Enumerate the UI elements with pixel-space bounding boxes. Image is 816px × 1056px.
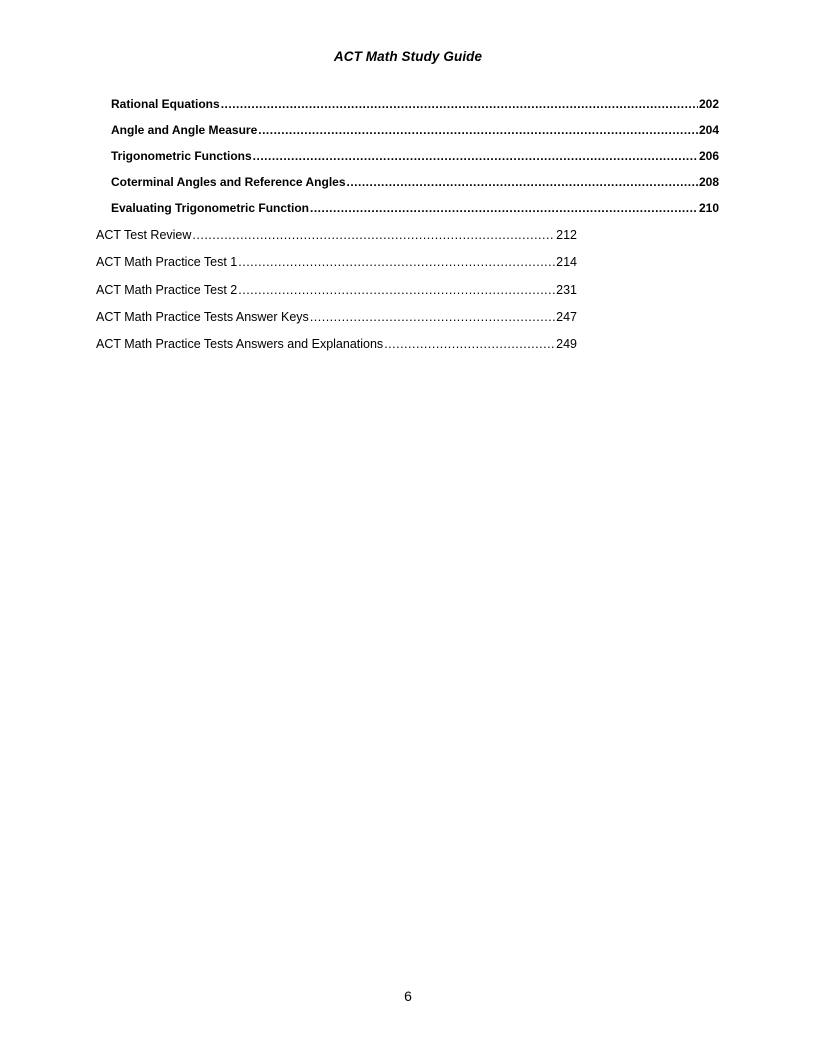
toc-label: ACT Math Practice Tests Answers and Explanations	[96, 337, 384, 351]
toc-subentry-rational-equations[interactable]	[111, 95, 719, 113]
dot-leader	[310, 308, 555, 326]
dot-leader	[384, 335, 555, 353]
toc-entry-answer-keys[interactable]	[96, 308, 577, 326]
toc-entry-answers-explanations[interactable]	[96, 335, 577, 353]
toc-label: ACT Test Review	[96, 228, 192, 242]
toc-page-number: 212	[556, 228, 577, 242]
toc-label: Trigonometric Functions	[111, 149, 252, 163]
toc-entry-act-test-review[interactable]	[96, 226, 577, 244]
toc-page-number: 208	[698, 175, 719, 189]
dot-leader	[221, 95, 698, 113]
toc-page-number: 214	[556, 255, 577, 269]
toc-label: ACT Math Practice Test 2	[96, 283, 238, 297]
toc-page-number: 206	[698, 149, 719, 163]
toc-label: Evaluating Trigonometric Function	[111, 201, 310, 215]
toc-entry-practice-test-2[interactable]	[96, 281, 577, 299]
dot-leader	[253, 147, 698, 165]
dot-leader	[258, 121, 698, 139]
toc-subentry-trig-functions[interactable]	[111, 147, 719, 165]
dot-leader	[192, 226, 555, 244]
toc-label: ACT Math Practice Tests Answer Keys	[96, 310, 309, 324]
toc-label: Angle and Angle Measure	[111, 123, 258, 137]
toc-label: ACT Math Practice Test 1	[96, 255, 238, 269]
toc-entry-practice-test-1[interactable]	[96, 253, 577, 271]
dot-leader	[238, 253, 555, 271]
toc-page-number: 249	[556, 337, 577, 351]
toc-page-number: 247	[556, 310, 577, 324]
toc-page-number: 202	[698, 97, 719, 111]
toc-label: Coterminal Angles and Reference Angles	[111, 175, 346, 189]
toc-subentry-coterminal-angles[interactable]	[111, 173, 719, 191]
toc-subentry-angle-measure[interactable]	[111, 121, 719, 139]
dot-leader	[310, 199, 698, 217]
toc-subentry-evaluating-trig[interactable]	[111, 199, 719, 217]
running-header: ACT Math Study Guide	[333, 49, 483, 64]
toc-page-number: 231	[556, 283, 577, 297]
dot-leader	[347, 173, 698, 191]
dot-leader	[238, 281, 555, 299]
toc-page-number: 210	[698, 201, 719, 215]
toc-label: Rational Equations	[111, 97, 220, 111]
page-number: 6	[404, 988, 412, 1004]
toc-page-number: 204	[698, 123, 719, 137]
